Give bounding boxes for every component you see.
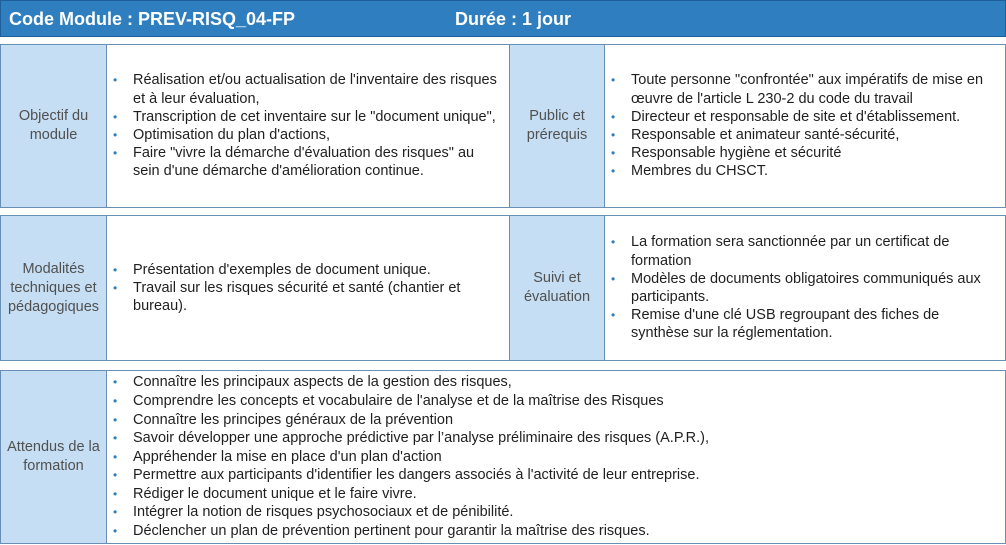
public-content [604,45,1005,207]
list-item: • Intégrer la notion de risques psychosociaux et de pénibilité. [107,503,999,522]
public-label: Public et prérequis [509,45,604,207]
modalites-list [107,261,503,316]
list-item: • Réalisation et/ou actualisation de l'inventaire des risques et à leur évaluation, [107,71,503,107]
code-module-title: Code Module : PREV-RISQ_04-FP [9,9,296,29]
list-item: • Membres du CHSCT. [605,162,1001,180]
list-item: • Appréhender la mise en place d'un plan d'action [107,448,999,467]
list-item: • Comprendre les concepts et vocabulaire de l'analyse et de la maîtrise des Risques [107,392,999,411]
suivi-list [605,233,1001,342]
list-item: • Responsable hygiène et sécurité [605,144,1001,162]
list-item: • Permettre aux participants d'identifier les dangers associés à l'activité de leur entreprise. [107,466,999,485]
attendus-content [107,371,1005,543]
module-header [0,0,1006,37]
duree-label: Durée : 1 jour [455,9,572,29]
modalites-content [107,216,509,360]
list-item: • Savoir développer une approche prédictive par l’analyse préliminaire des risques (A.P.R.), [107,429,999,448]
list-item: • Connaître les principaux aspects de la gestion des risques, [107,373,999,392]
list-item: • Toute personne "confrontée" aux impératifs de mise en œuvre de l'article L 230-2 du code du travail [605,71,1001,107]
modalites-label: Modalités techniques et pédagogiques [1,216,107,360]
objectif-label: Objectif du module [1,45,107,207]
list-item: • Déclencher un plan de prévention pertinent pour garantir la maîtrise des risques. [107,522,999,541]
list-item: • Présentation d'exemples de document unique. [107,261,503,279]
objectif-list [107,71,503,180]
list-item: • Transcription de cet inventaire sur le "document unique", [107,108,503,126]
row-modalites-suivi [0,215,1006,361]
list-item: • Responsable et animateur santé-sécurité, [605,126,1001,144]
list-item: • Connaître les principes généraux de la prévention [107,411,999,430]
list-item: • Rédiger le document unique et le faire vivre. [107,485,999,504]
objectif-content [107,45,509,207]
list-item: • La formation sera sanctionnée par un certificat de formation [605,233,1001,269]
suivi-content [604,216,1005,360]
public-list [605,71,1001,180]
suivi-label: Suivi et évaluation [509,216,604,360]
list-item: • Optimisation du plan d'actions, [107,126,503,144]
list-item: • Remise d'une clé USB regroupant des fiches de synthèse sur la réglementation. [605,306,1001,342]
list-item: • Directeur et responsable de site et d'établissement. [605,108,1001,126]
attendus-label: Attendus de la formation [1,371,107,543]
list-item: • Travail sur les risques sécurité et santé (chantier et bureau). [107,279,503,315]
list-item: • Faire "vivre la démarche d'évaluation des risques" au sein d'une démarche d'amélioration continue. [107,144,503,180]
attendus-list [107,373,999,540]
row-objectif-public [0,44,1006,208]
list-item: • Modèles de documents obligatoires communiqués aux participants. [605,270,1001,306]
row-attendus [0,370,1006,544]
